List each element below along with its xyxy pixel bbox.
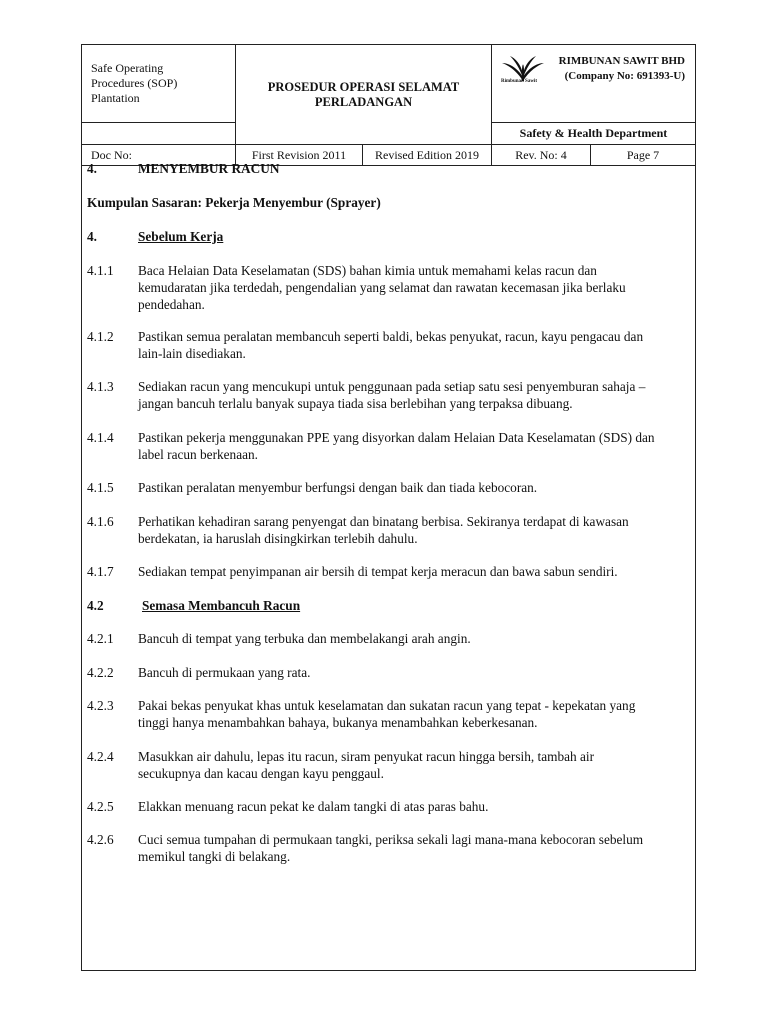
sop-label [82, 45, 236, 123]
subsection-title: Semasa Membancuh Racun [142, 598, 301, 613]
doc-number: Doc No: [82, 145, 236, 166]
item-text: Pastikan pekerja menggunakan PPE yang disyorkan dalam Helaian Data Keselamatan (SDS) dan [138, 430, 655, 445]
page-number: Page 7 [591, 145, 696, 166]
item-text: Pastikan peralatan menyembur berfungsi dengan baik dan tiada kebocoran. [138, 480, 538, 495]
sop-label-spacer [82, 123, 236, 145]
sop-line: Plantation [91, 91, 140, 105]
revision-number: Rev. No: 4 [492, 145, 591, 166]
item-number: 4.1.3 [87, 379, 114, 394]
sop-line: Procedures (SOP) [91, 76, 178, 90]
title-line: PERLADANGAN [314, 94, 413, 109]
item-text: Bancuh di permukaan yang rata. [138, 665, 311, 680]
item-text: tinggi hanya menambahkan bahaya, bukanya menambahkan keberkesanan. [138, 715, 538, 730]
item-number: 4.1.5 [87, 480, 114, 495]
subsection-title: Sebelum Kerja [138, 229, 224, 244]
item-text: Pakai bekas penyukat khas untuk keselamatan dan sukatan racun yang tepat - kepekatan yang [138, 698, 636, 713]
first-revision: First Revision 2011 [236, 145, 363, 166]
item-text: jangan bancuh terlalu banyak supaya tiada sisa berlebihan yang terpaksa dibuang. [138, 396, 573, 411]
company-block [492, 45, 696, 123]
item-text: Masukkan air dahulu, lepas itu racun, siram penyukat racun hingga bersih, tambah air [138, 749, 595, 764]
item-number: 4.1.4 [87, 430, 114, 445]
item-text: Elakkan menuang racun pekat ke dalam tangki di atas paras bahu. [138, 799, 489, 814]
item-number: 4.2.6 [87, 832, 114, 847]
item-number: 4.1.1 [87, 263, 114, 278]
item-text: Sediakan racun yang mencukupi untuk penggunaan pada setiap satu sesi penyemburan sahaja – [138, 379, 646, 394]
sop-line: Safe Operating [91, 61, 164, 75]
subsection-number: 4. [87, 229, 97, 244]
item-text: berdekatan, ia haruslah disingkirkan terlebih dahulu. [138, 531, 418, 546]
item-text: memikul tangki di belakang. [138, 849, 291, 864]
target-group: Kumpulan Sasaran: Pekerja Menyembur (Sprayer) [87, 195, 381, 210]
item-text: Perhatikan kehadiran sarang penyengat dan binatang berbisa. Sekiranya terdapat di kawasan [138, 514, 629, 529]
item-number: 4.2.2 [87, 665, 114, 680]
subsection-number: 4.2 [87, 598, 104, 613]
section-number: 4. [87, 161, 97, 176]
item-text: pendedahan. [138, 297, 205, 312]
item-text: lain-lain disediakan. [138, 346, 246, 361]
revised-edition: Revised Edition 2019 [363, 145, 492, 166]
document-title [236, 45, 492, 145]
item-number: 4.1.6 [87, 514, 114, 529]
company-name: RIMBUNAN SAWIT BHD [558, 55, 685, 67]
item-number: 4.2.4 [87, 749, 114, 764]
item-text: kemudaratan jika terdedah, pengendalian yang selamat dan rawatan kecemasan jika berlaku [138, 280, 626, 295]
item-text: Sediakan tempat penyimpanan air bersih di tempat kerja meracun dan bawa sabun sendiri. [138, 564, 618, 579]
item-text: secukupnya dan kacau dengan kayu penggaul. [138, 766, 384, 781]
section-title: MENYEMBUR RACUN [138, 161, 280, 176]
title-line: PROSEDUR OPERASI SELAMAT [267, 79, 460, 94]
item-text: Cuci semua tumpahan di permukaan tangki, periksa sekali lagi mana-mana kebocoran sebelum [138, 832, 644, 847]
item-number: 4.2.3 [87, 698, 114, 713]
company-logo-icon [500, 51, 546, 95]
item-text: Pastikan semua peralatan membancuh seperti baldi, bekas penyukat, racun, kayu pengacau dan [138, 329, 644, 344]
item-number: 4.2.1 [87, 631, 114, 646]
logo-text: Rimbunan Sawit [501, 79, 537, 84]
department-label: Safety & Health Department [492, 123, 696, 145]
item-number: 4.1.7 [87, 564, 114, 579]
document-header [81, 44, 696, 166]
item-number: 4.1.2 [87, 329, 114, 344]
item-text: Baca Helaian Data Keselamatan (SDS) bahan kimia untuk memahami kelas racun dan [138, 263, 597, 278]
item-text: Bancuh di tempat yang terbuka dan membelakangi arah angin. [138, 631, 471, 646]
item-text: label racun berkenaan. [138, 447, 258, 462]
company-number: (Company No: 691393-U) [564, 70, 685, 82]
item-number: 4.2.5 [87, 799, 114, 814]
